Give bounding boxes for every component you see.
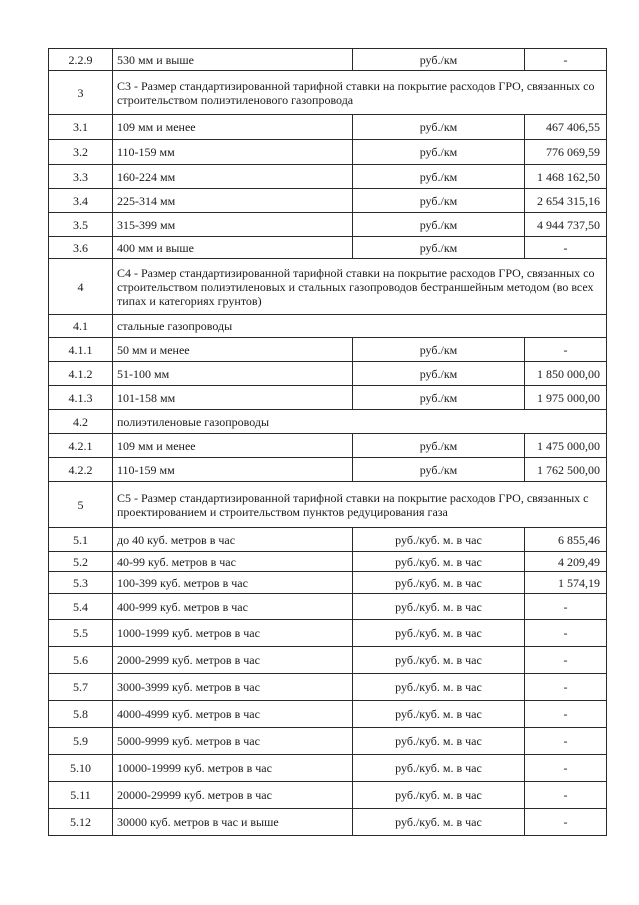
row-name: 1000-1999 куб. метров в час — [113, 620, 353, 647]
table-row — [49, 552, 607, 572]
row-number: 4.2 — [49, 410, 113, 434]
row-number: 4.2.1 — [49, 434, 113, 458]
row-number: 5.7 — [49, 674, 113, 701]
row-value: - — [525, 674, 607, 701]
row-value: - — [525, 594, 607, 620]
row-value: - — [525, 728, 607, 755]
row-unit: руб./км — [353, 386, 525, 410]
row-name: 40-99 куб. метров в час — [113, 552, 353, 572]
row-unit: руб./куб. м. в час — [353, 809, 525, 836]
tariff-table-body — [49, 49, 607, 836]
row-unit: руб./км — [353, 165, 525, 189]
row-number: 3.2 — [49, 140, 113, 165]
table-row — [49, 620, 607, 647]
row-name: 10000-19999 куб. метров в час — [113, 755, 353, 782]
row-number: 3.1 — [49, 115, 113, 140]
row-number: 2.2.9 — [49, 49, 113, 71]
row-value: 1 850 000,00 — [525, 362, 607, 386]
row-value: - — [525, 701, 607, 728]
table-row — [49, 458, 607, 482]
row-name: 110-159 мм — [113, 140, 353, 165]
row-name: 400-999 куб. метров в час — [113, 594, 353, 620]
table-row — [49, 140, 607, 165]
row-number: 5.9 — [49, 728, 113, 755]
section-header-text: полиэтиленовые газопроводы — [113, 410, 607, 434]
table-row — [49, 528, 607, 552]
table-row — [49, 728, 607, 755]
row-unit: руб./куб. м. в час — [353, 701, 525, 728]
row-value: - — [525, 647, 607, 674]
table-row — [49, 49, 607, 71]
row-name: 160-224 мм — [113, 165, 353, 189]
section-header-row — [49, 410, 607, 434]
row-number: 3.4 — [49, 189, 113, 213]
row-number: 5.12 — [49, 809, 113, 836]
row-name: 2000-2999 куб. метров в час — [113, 647, 353, 674]
row-unit: руб./км — [353, 115, 525, 140]
row-number: 3.6 — [49, 237, 113, 259]
row-name: 3000-3999 куб. метров в час — [113, 674, 353, 701]
table-row — [49, 237, 607, 259]
row-unit: руб./куб. м. в час — [353, 755, 525, 782]
row-unit: руб./км — [353, 458, 525, 482]
row-value: - — [525, 809, 607, 836]
table-row — [49, 338, 607, 362]
row-unit: руб./куб. м. в час — [353, 674, 525, 701]
row-value: 467 406,55 — [525, 115, 607, 140]
section-header-row — [49, 259, 607, 315]
row-unit: руб./куб. м. в час — [353, 552, 525, 572]
row-value: 776 069,59 — [525, 140, 607, 165]
row-number: 4 — [49, 259, 113, 315]
row-number: 4.1 — [49, 315, 113, 338]
row-value: 4 209,49 — [525, 552, 607, 572]
table-row — [49, 362, 607, 386]
row-value: - — [525, 338, 607, 362]
row-name: 50 мм и менее — [113, 338, 353, 362]
section-header-text: С5 - Размер стандартизированной тарифной ставки на покрытие расходов ГРО, связанных с проектированием и строительством пунктов редуцирования газа — [113, 482, 607, 528]
row-value: - — [525, 755, 607, 782]
table-row — [49, 647, 607, 674]
table-row — [49, 165, 607, 189]
row-number: 3.5 — [49, 213, 113, 237]
row-name: 101-158 мм — [113, 386, 353, 410]
row-number: 4.1.2 — [49, 362, 113, 386]
row-name: 400 мм и выше — [113, 237, 353, 259]
row-unit: руб./км — [353, 213, 525, 237]
row-number: 4.1.1 — [49, 338, 113, 362]
row-unit: руб./куб. м. в час — [353, 528, 525, 552]
row-number: 5.1 — [49, 528, 113, 552]
row-unit: руб./куб. м. в час — [353, 594, 525, 620]
row-name: 4000-4999 куб. метров в час — [113, 701, 353, 728]
row-unit: руб./куб. м. в час — [353, 572, 525, 594]
row-value: 4 944 737,50 — [525, 213, 607, 237]
row-name: 30000 куб. метров в час и выше — [113, 809, 353, 836]
row-value: - — [525, 237, 607, 259]
section-header-row — [49, 71, 607, 115]
row-unit: руб./км — [353, 140, 525, 165]
table-row — [49, 594, 607, 620]
section-header-text: С4 - Размер стандартизированной тарифной ставки на покрытие расходов ГРО, связанных со строительством полиэтиленовых и стальных газопроводов бестраншейным методом (во всех типах и категориях грунтов) — [113, 259, 607, 315]
row-number: 4.2.2 — [49, 458, 113, 482]
table-row — [49, 782, 607, 809]
row-number: 3.3 — [49, 165, 113, 189]
row-value: - — [525, 620, 607, 647]
row-unit: руб./км — [353, 189, 525, 213]
row-unit: руб./км — [353, 362, 525, 386]
row-number: 3 — [49, 71, 113, 115]
row-value: 1 468 162,50 — [525, 165, 607, 189]
row-unit: руб./км — [353, 49, 525, 71]
row-name: 51-100 мм — [113, 362, 353, 386]
row-value: 6 855,46 — [525, 528, 607, 552]
section-header-text: стальные газопроводы — [113, 315, 607, 338]
table-row — [49, 755, 607, 782]
table-row — [49, 434, 607, 458]
table-row — [49, 386, 607, 410]
row-name: 530 мм и выше — [113, 49, 353, 71]
table-row — [49, 115, 607, 140]
row-value: 1 574,19 — [525, 572, 607, 594]
row-name: 109 мм и менее — [113, 434, 353, 458]
row-name: 225-314 мм — [113, 189, 353, 213]
table-row — [49, 189, 607, 213]
row-name: до 40 куб. метров в час — [113, 528, 353, 552]
row-value: 1 762 500,00 — [525, 458, 607, 482]
table-row — [49, 809, 607, 836]
row-name: 110-159 мм — [113, 458, 353, 482]
row-name: 100-399 куб. метров в час — [113, 572, 353, 594]
row-number: 5.6 — [49, 647, 113, 674]
section-header-row — [49, 482, 607, 528]
row-unit: руб./куб. м. в час — [353, 782, 525, 809]
row-unit: руб./куб. м. в час — [353, 728, 525, 755]
row-name: 315-399 мм — [113, 213, 353, 237]
row-value: - — [525, 49, 607, 71]
row-unit: руб./куб. м. в час — [353, 620, 525, 647]
row-value: - — [525, 782, 607, 809]
table-row — [49, 701, 607, 728]
row-name: 20000-29999 куб. метров в час — [113, 782, 353, 809]
row-value: 1 475 000,00 — [525, 434, 607, 458]
row-number: 5.11 — [49, 782, 113, 809]
tariff-table — [48, 48, 607, 836]
row-number: 5.3 — [49, 572, 113, 594]
row-unit: руб./км — [353, 434, 525, 458]
row-unit: руб./км — [353, 338, 525, 362]
row-value: 2 654 315,16 — [525, 189, 607, 213]
row-name: 109 мм и менее — [113, 115, 353, 140]
row-number: 5.4 — [49, 594, 113, 620]
row-unit: руб./куб. м. в час — [353, 647, 525, 674]
table-row — [49, 674, 607, 701]
section-header-row — [49, 315, 607, 338]
row-name: 5000-9999 куб. метров в час — [113, 728, 353, 755]
row-value: 1 975 000,00 — [525, 386, 607, 410]
row-unit: руб./км — [353, 237, 525, 259]
row-number: 5.8 — [49, 701, 113, 728]
table-row — [49, 572, 607, 594]
row-number: 5.2 — [49, 552, 113, 572]
row-number: 5 — [49, 482, 113, 528]
row-number: 5.5 — [49, 620, 113, 647]
table-row — [49, 213, 607, 237]
row-number: 4.1.3 — [49, 386, 113, 410]
section-header-text: С3 - Размер стандартизированной тарифной ставки на покрытие расходов ГРО, связанных со строительством полиэтиленового газопровода — [113, 71, 607, 115]
row-number: 5.10 — [49, 755, 113, 782]
